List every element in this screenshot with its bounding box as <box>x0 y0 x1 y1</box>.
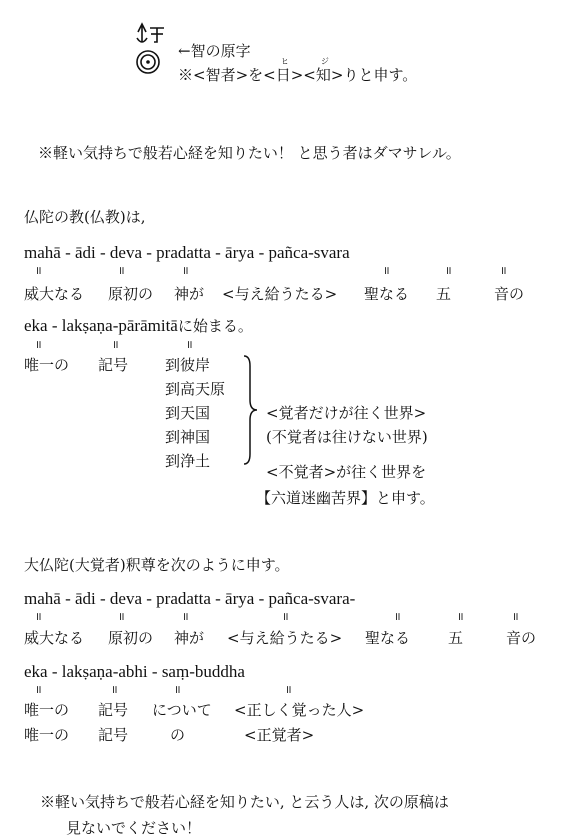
gloss-word: 唯一の <box>24 356 70 374</box>
gloss-word: 記号 <box>98 701 129 719</box>
gloss-word: <正しく覚った人> <box>234 701 365 719</box>
equals-mark: ॥ <box>282 610 289 623</box>
gloss-word: <与え給うたる> <box>222 285 338 303</box>
header-arrow-text: ←智の原字 <box>178 42 251 60</box>
destination-item: 到神国 <box>165 428 211 446</box>
ruby-hi: ヒ <box>280 57 289 66</box>
gloss-word: <与え給うたる> <box>227 629 343 647</box>
brace-note-unenlightened: (不覚者は往けない世界) <box>266 428 428 446</box>
gloss-word: の <box>170 726 186 744</box>
header-note-suffix: >りと申す。 <box>330 66 418 84</box>
header-note-hi: ヒ 日 <box>275 57 291 84</box>
equals-mark: ॥ <box>445 264 452 277</box>
gloss-word: 記号 <box>98 726 129 744</box>
section2-heading: 大仏陀(大覚者)釈尊を次のように申す。 <box>24 556 290 574</box>
section2-roman-line2: eka - lakṣaṇa-abhi - saṃ-buddha <box>24 662 245 681</box>
equals-mark: ॥ <box>285 683 292 696</box>
ancient-chi-character-icon <box>134 22 170 78</box>
gloss-word: について <box>152 701 212 719</box>
header-note-prefix: ※<智者>を< <box>178 66 276 84</box>
gloss-word: 聖なる <box>365 629 411 647</box>
ruby-shiru: ジ <box>320 57 329 66</box>
after-note-1: <不覚者>が往く世界を <box>266 463 427 481</box>
destination-item: 到天国 <box>165 404 211 422</box>
gloss-word: 音の <box>494 285 525 303</box>
gloss-word: 原初の <box>108 629 154 647</box>
equals-mark: ॥ <box>182 264 189 277</box>
equals-mark: ॥ <box>35 338 42 351</box>
gloss-word: 威大なる <box>24 285 85 303</box>
section1-heading: 仏陀の教(仏教)は, <box>24 208 146 226</box>
after-note-2: 【六道迷幽苦界】と申す。 <box>256 489 435 507</box>
gloss-word: 神が <box>174 629 205 647</box>
equals-mark: ॥ <box>186 338 193 351</box>
equals-mark: ॥ <box>35 683 42 696</box>
header-note <box>178 57 418 85</box>
section1-roman-suffix: に始まる。 <box>177 317 253 335</box>
note-light-reading: ※軽い気持ちで般若心経を知りたい！ と思う者はダマサレル。 <box>38 144 461 162</box>
gloss-word: <正覚者> <box>244 726 315 744</box>
equals-mark: ॥ <box>457 610 464 623</box>
destination-item: 到彼岸 <box>165 356 211 374</box>
equals-mark: ॥ <box>111 683 118 696</box>
equals-mark: ॥ <box>500 264 507 277</box>
equals-mark: ॥ <box>383 264 390 277</box>
gloss-word: 唯一の <box>24 701 70 719</box>
equals-mark: ॥ <box>112 338 119 351</box>
equals-mark: ॥ <box>512 610 519 623</box>
gloss-word: 五 <box>436 285 452 303</box>
section2-roman-line1: mahā - ādi - deva - pradatta - ārya - pañca-svara- <box>24 589 356 608</box>
gloss-word: 原初の <box>108 285 154 303</box>
brace-note-enlightened: <覚者だけが往く世界> <box>266 404 427 422</box>
gloss-word: 威大なる <box>24 629 85 647</box>
header-note-mid: >< <box>290 66 316 84</box>
section1-roman-line1: mahā - ādi - deva - pradatta - ārya - pañca-svara <box>24 243 350 262</box>
note-warning-line1: ※軽い気持ちで般若心経を知りたい, と云う人は, 次の原稿は <box>40 793 449 811</box>
section1-roman-line2: eka - lakṣaṇa-pārāmitāに始まる。 <box>24 316 253 335</box>
gloss-word: 聖なる <box>364 285 410 303</box>
right-brace <box>240 354 260 466</box>
equals-mark: ॥ <box>118 264 125 277</box>
equals-mark: ॥ <box>174 683 181 696</box>
destination-item: 到高天原 <box>165 380 226 398</box>
gloss-word: 五 <box>448 629 464 647</box>
equals-mark: ॥ <box>35 264 42 277</box>
equals-mark: ॥ <box>394 610 401 623</box>
gloss-word: 神が <box>174 285 205 303</box>
note-warning-line2: 見ないでください！ <box>66 819 202 837</box>
header-note-shiru: ジ 知 <box>315 57 331 84</box>
gloss-word: 唯一の <box>24 726 70 744</box>
gloss-word: 記号 <box>98 356 129 374</box>
gloss-word: 音の <box>506 629 537 647</box>
equals-mark: ॥ <box>182 610 189 623</box>
equals-mark: ॥ <box>35 610 42 623</box>
destination-item: 到浄土 <box>165 452 211 470</box>
equals-mark: ॥ <box>118 610 125 623</box>
